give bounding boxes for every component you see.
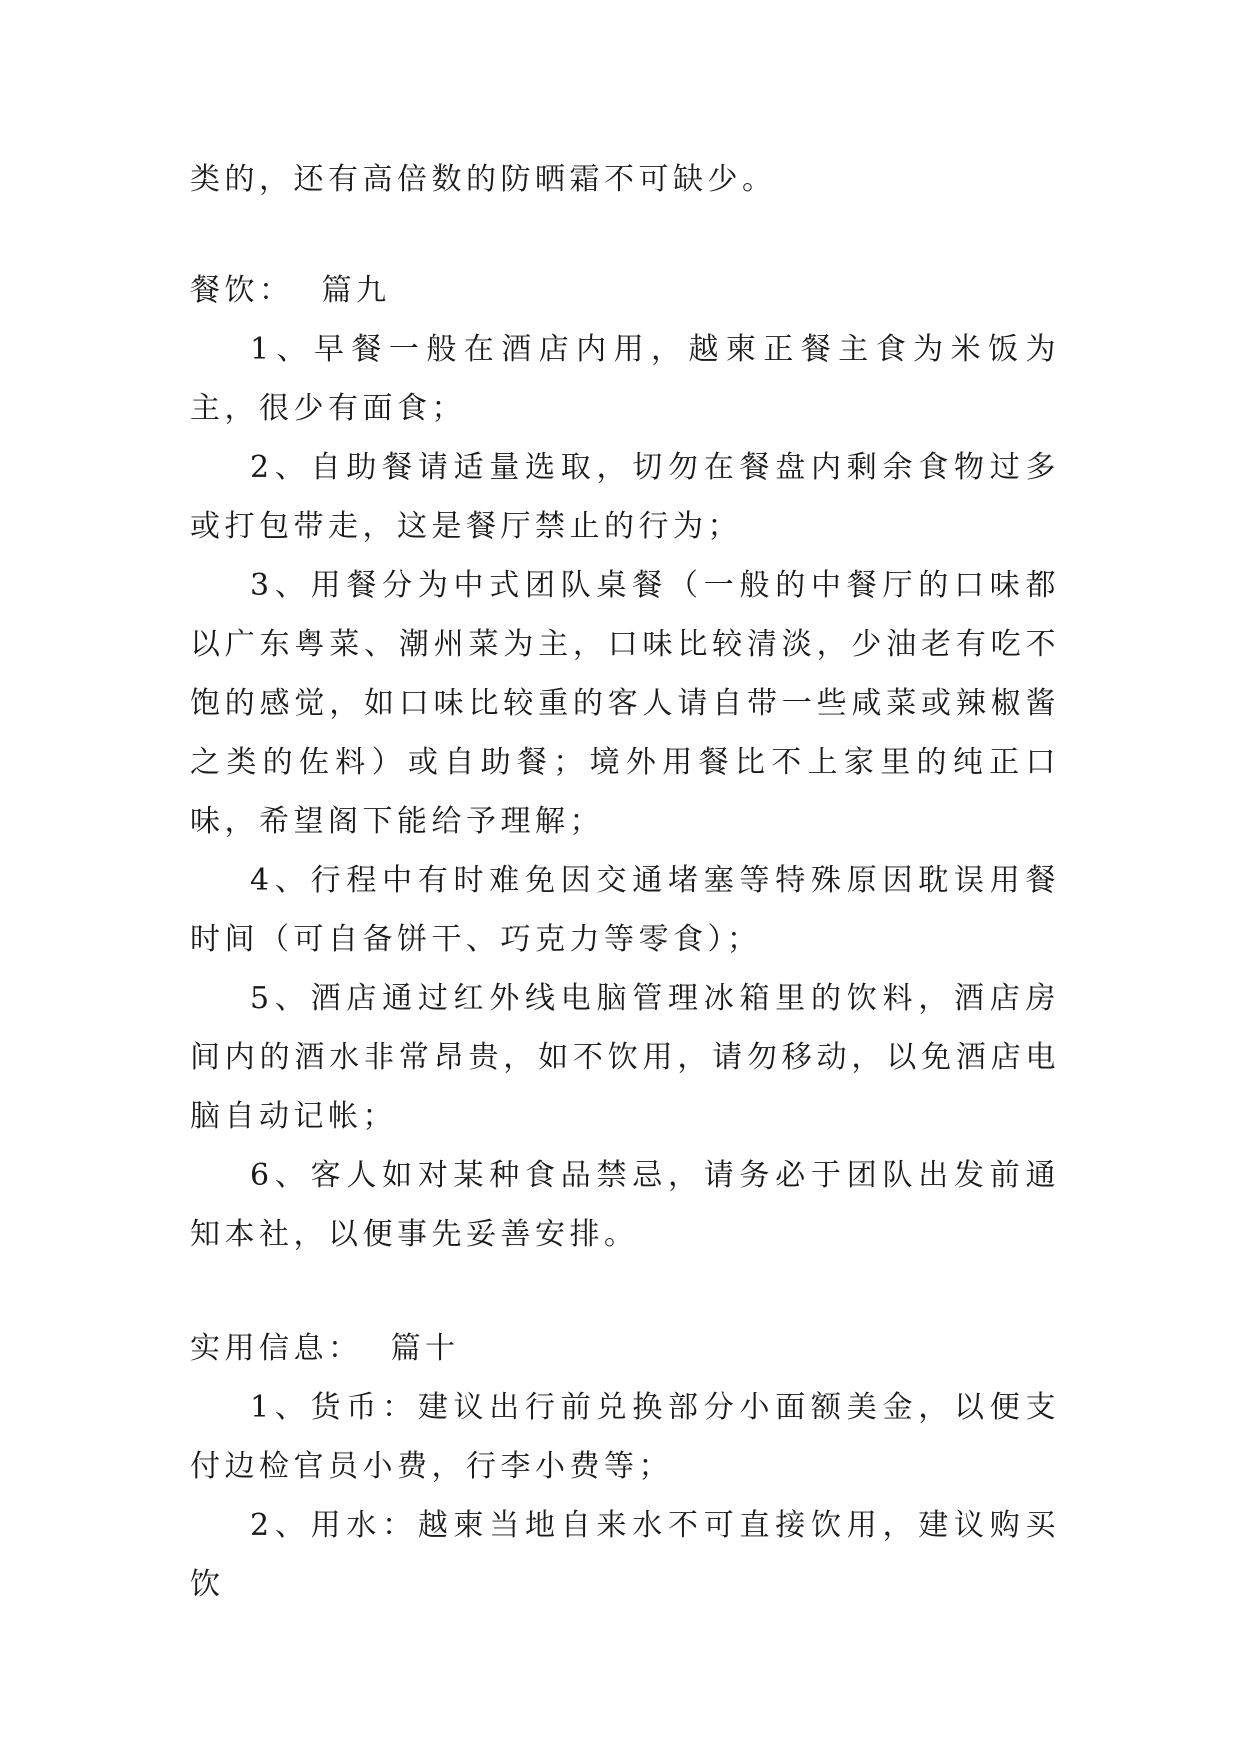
paragraph: 2、用水：越柬当地自来水不可直接饮用，建议购买饮 (190, 1508, 1060, 1602)
paragraph: 6、客人如对某种食品禁忌，请务必于团队出发前通知本社，以便事先妥善安排。 (190, 1158, 1060, 1252)
document-body (190, 150, 1060, 1614)
paragraph: 3、用餐分为中式团队桌餐（一般的中餐厅的口味都以广东粤菜、潮州菜为主，口味比较清淡，少油老有吃不饱的感觉，如口味比较重的客人请自带一些咸菜或辣椒酱之类的佐料）或自助餐；境外用餐比不上家里的纯正口味，希望阁下能给予理解； (190, 568, 1060, 839)
section-heading-catering: 餐饮： 篇九 (190, 273, 391, 308)
section-heading-practical-info: 实用信息： 篇十 (190, 1331, 460, 1366)
paragraph: 5、酒店通过红外线电脑管理冰箱里的饮料，酒店房间内的酒水非常昂贵，如不饮用，请勿移动，以免酒店电脑自动记帐； (190, 981, 1060, 1134)
paragraph: 1、早餐一般在酒店内用，越柬正餐主食为米饭为主，很少有面食； (190, 332, 1060, 426)
continuation-text: 类的，还有高倍数的防晒霜不可缺少。 (190, 162, 777, 197)
paragraph: 2、自助餐请适量选取，切勿在餐盘内剩余食物过多或打包带走，这是餐厅禁止的行为； (190, 450, 1060, 544)
paragraph: 1、货币：建议出行前兑换部分小面额美金，以便支付边检官员小费，行李小费等； (190, 1390, 1060, 1484)
paragraph: 4、行程中有时难免因交通堵塞等特殊原因耽误用餐时间（可自备饼干、巧克力等零食）； (190, 863, 1060, 957)
